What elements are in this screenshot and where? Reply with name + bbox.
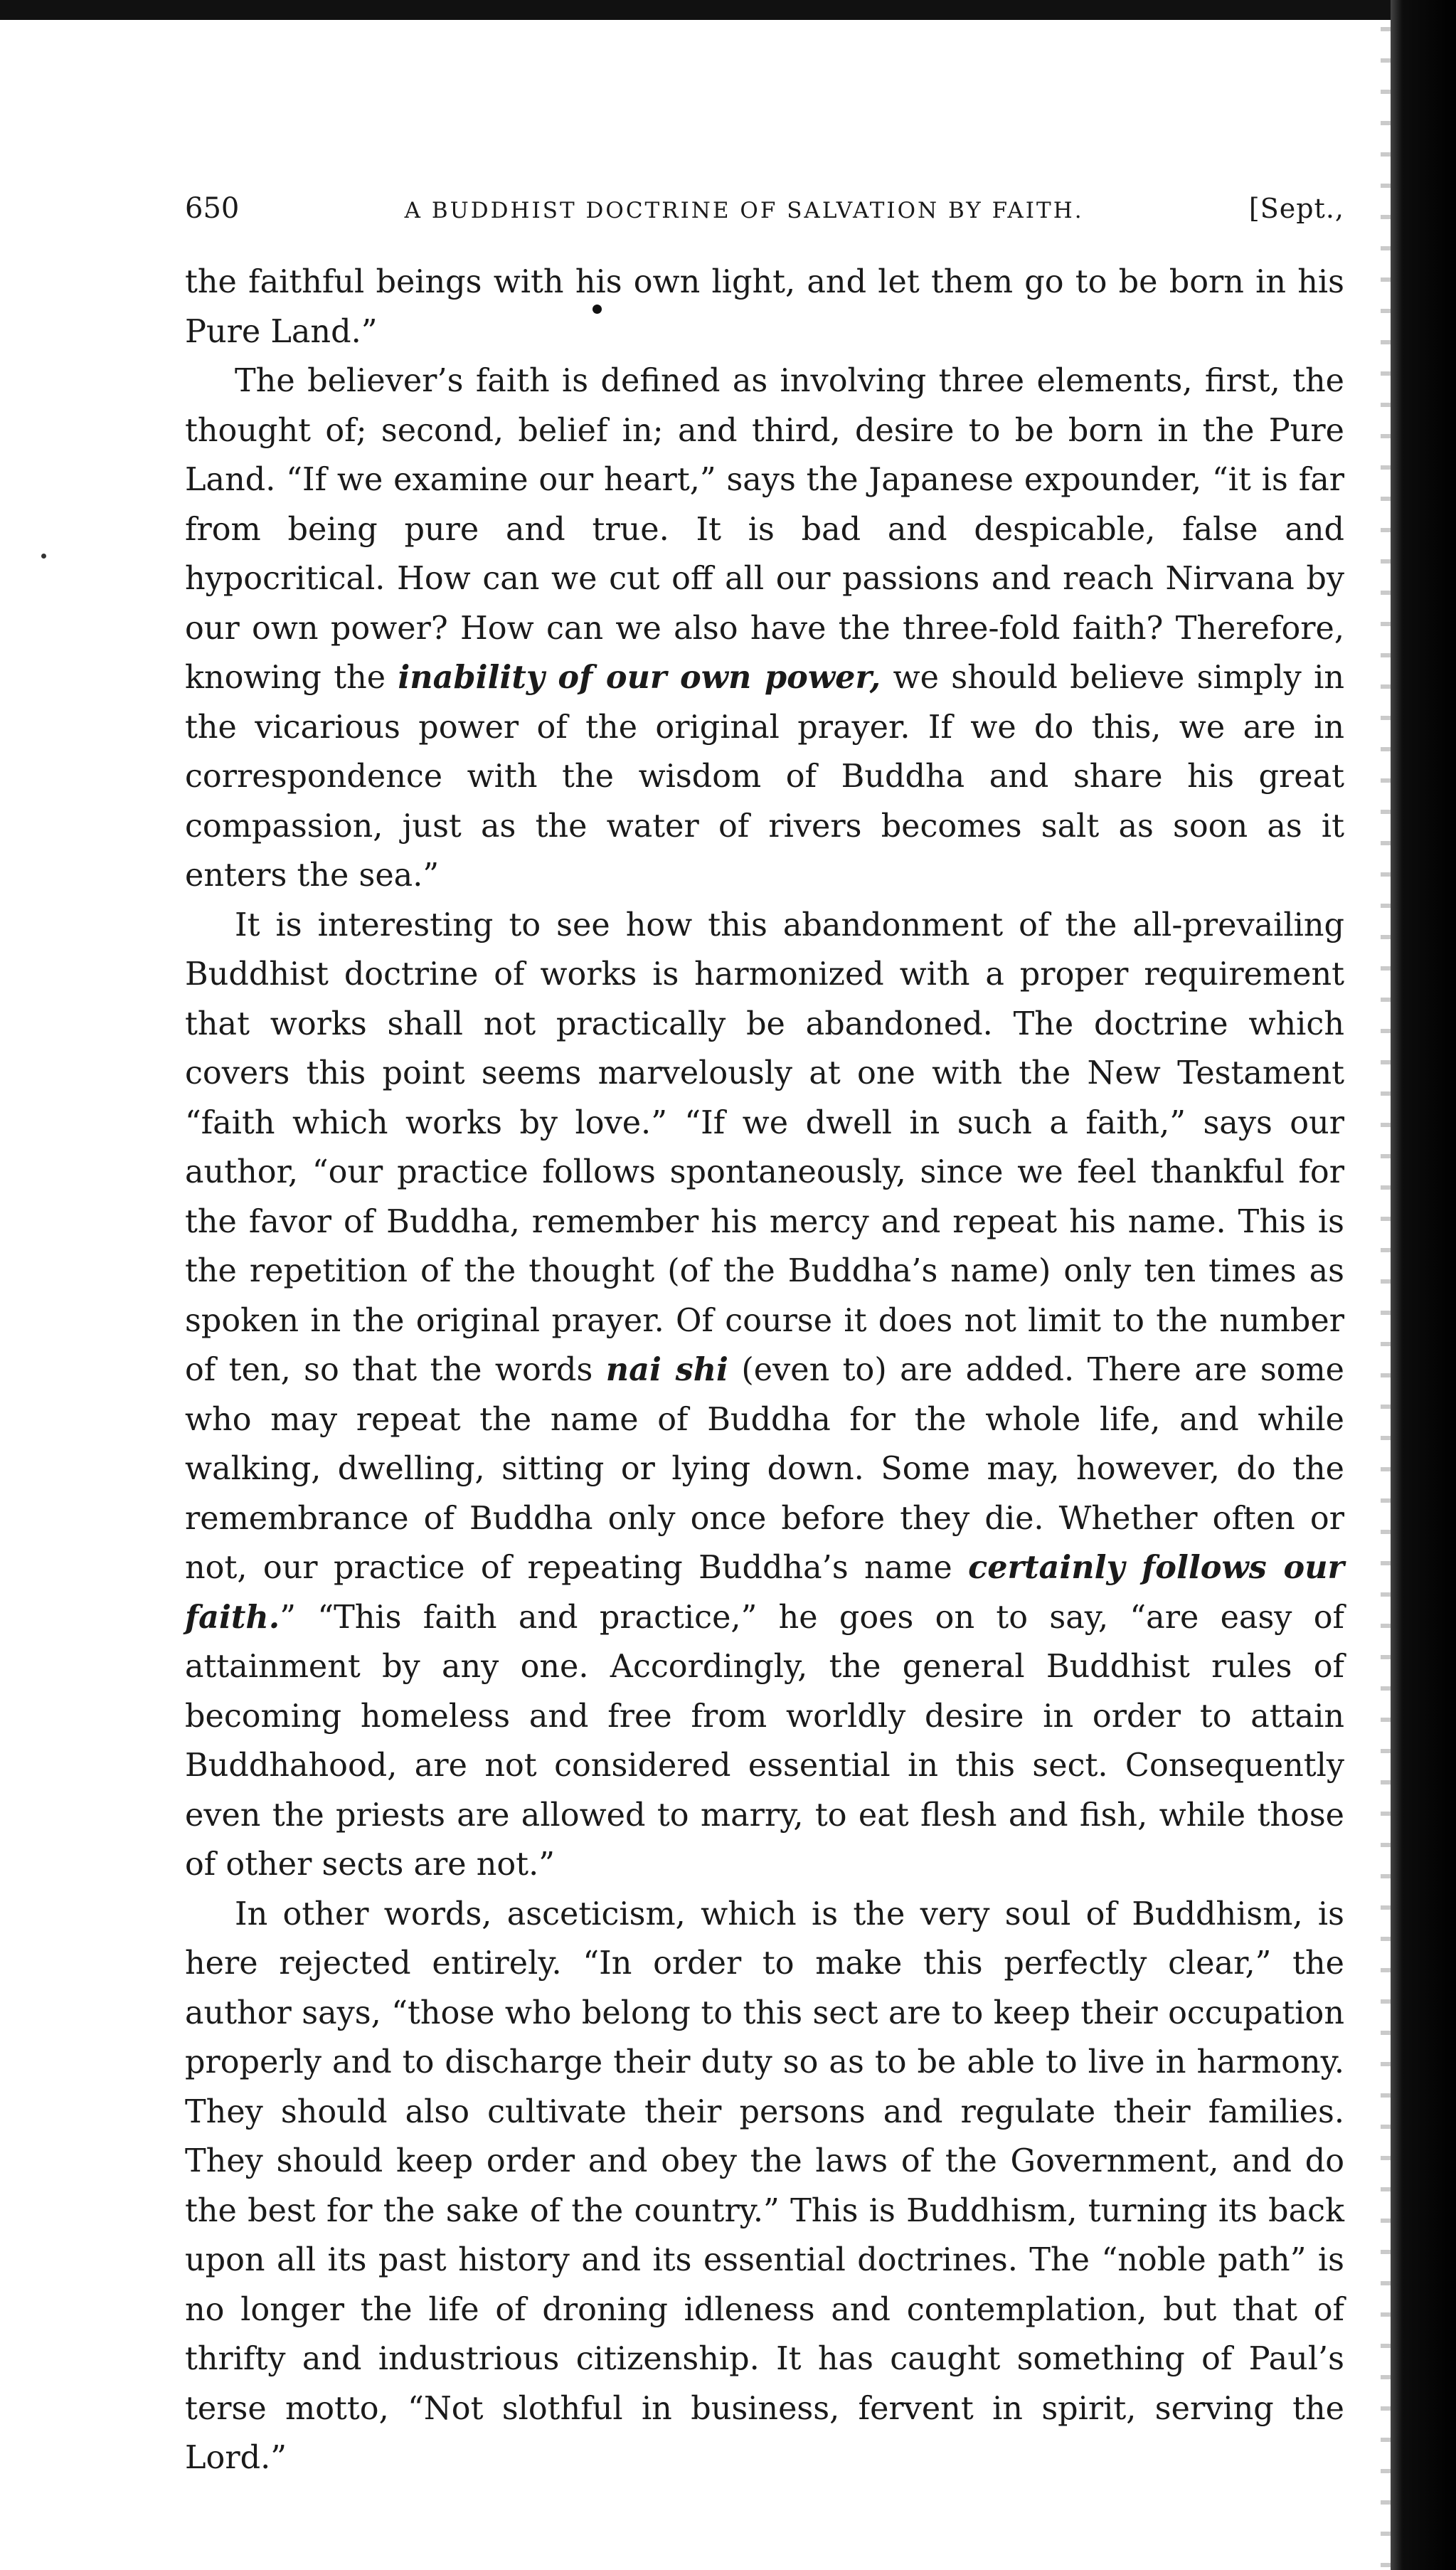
paragraph: [185, 901, 1344, 1890]
scan-top-edge: [0, 0, 1456, 20]
text-segment: we should believe simply in the vicarious power of the original prayer. If we do this, we are in correspondence with the wisdom of Buddha and share his great compassion, just as the water of rivers becomes salt as soon as it enters the sea.”: [185, 660, 1344, 894]
paragraph: [185, 258, 1344, 356]
book-page: [185, 192, 1344, 2483]
italic-phrase: certainly follows our faith.: [185, 1549, 1345, 1636]
scan-binding-shadow: [1391, 0, 1456, 2570]
text-segment: (even to) are added. There are some who may repeat the name of Buddha for the whole life, and while walking, dwelling, sitting or lying down. Some may, however, do the remembrance of Buddha only once before they die. Whether often or not, our practice of repeating Buddha’s name: [185, 1352, 1344, 1586]
text-segment: ” “This faith and practice,” he goes on to say, “are easy of attainment by any one. Accordingly, the general Buddhist rules of becoming homeless and free from worldly desire in order to attain Buddhahood, are not considered essential in this sect. Consequently even the priests are allowed to marry, to eat flesh and fish, while those of other sects are not.”: [185, 1599, 1344, 1883]
running-header: [185, 192, 1344, 225]
page-number: 650: [185, 192, 240, 225]
text-segment: The believer’s faith is defined as involving three elements, first, the thought of; second, belief in; and third, desire to be born in the Pure Land. “If we examine our heart,” says the Japanese expounder, “it is far from being pure and true. It is bad and despicable, false and hypocritical. How can we cut off all our passions and reach Nirvana by our own power? How can we also have the three-fold faith? Therefore, knowing the: [185, 363, 1344, 696]
running-title: A BUDDHIST DOCTRINE OF SALVATION BY FAITH.: [404, 198, 1084, 223]
italic-phrase: nai shi: [605, 1351, 728, 1388]
text-segment: It is interesting to see how this abandonment of the all-prevailing Buddhist doctrine of works is harmonized with a proper requirement that works shall not practically be abandoned. The doctrine which covers this point seems marvelously at one with the New Testament “faith which works by love.” “If we dwell in such a faith,” says our author, “our practice follows spontaneously, since we feel thankful for the favor of Buddha, remember his mercy and repeat his name. This is the repetition of the thought (of the Buddha’s name) only ten times as spoken in the original prayer. Of course it does not limit to the number of ten, so that the words: [185, 906, 1344, 1388]
paragraph: [185, 1890, 1344, 2483]
italic-phrase: inability of our own power,: [398, 659, 881, 696]
text-segment: the faithful beings with his own light, and let them go to be born in his Pure Land.”: [185, 264, 1344, 350]
date-mark: [Sept.,: [1248, 193, 1344, 224]
article-body: [185, 258, 1344, 2483]
paragraph: [185, 356, 1344, 901]
text-segment: In other words, asceticism, which is the very soul of Buddhism, is here rejected entirely. “In order to make this perfectly clear,” the author says, “those who belong to this sect are to keep their occupation properly and to discharge their duty so as to be able to live in harmony. They should also cultivate their persons and regulate their families. They should keep order and obey the laws of the Government, and do the best for the sake of the country.” This is Buddhism, turning its back upon all its past history and its essential doctrines. The “noble path” is no longer the life of droning idleness and contemplation, but that of thrifty and industrious citizenship. It has caught something of Paul’s terse motto, “Not slothful in business, fervent in spirit, serving the Lord.”: [185, 1895, 1344, 2476]
scan-edge-specks: [1381, 0, 1391, 2570]
margin-speck: [41, 554, 46, 559]
